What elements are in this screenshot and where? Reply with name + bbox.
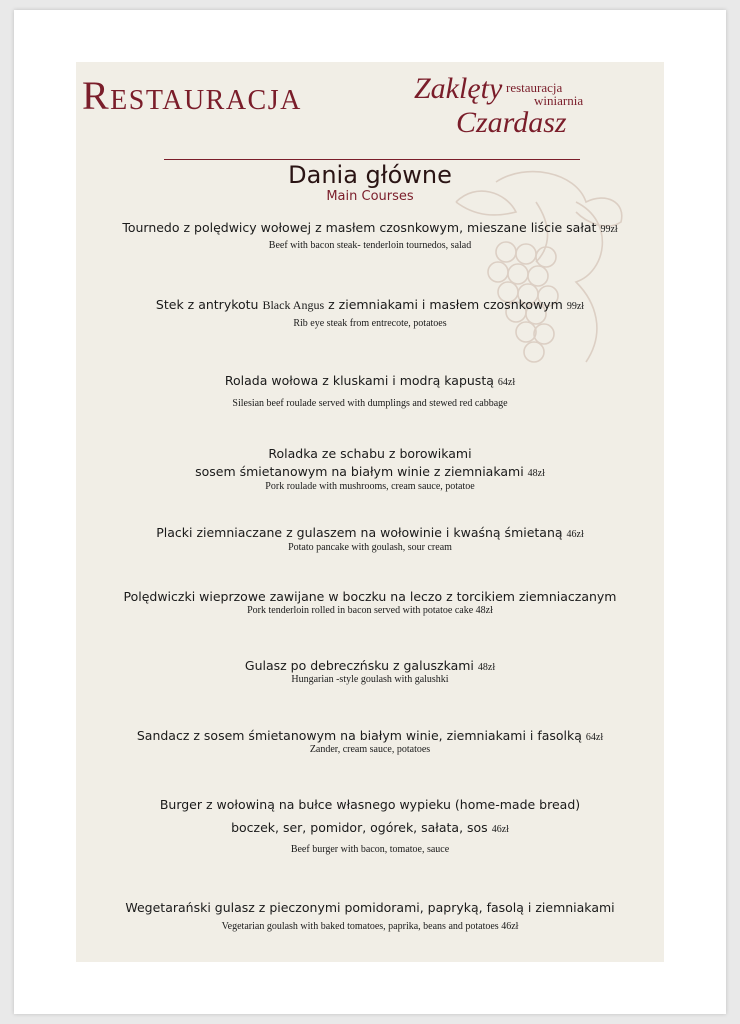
menu-item-translation: Vegetarian goulash with baked tomatoes, paprika, beans and potatoes 46zł	[221, 921, 519, 932]
menu-item-price: 99zł	[600, 224, 618, 235]
menu-item-name: Polędwiczki wieprzowe zawijane w boczku na leczo z torcikiem ziemniaczanym	[123, 589, 617, 604]
restaurant-label: Restauracja	[82, 73, 302, 118]
menu-item-name: Placki ziemniaczane z gulaszem na wołowinie i kwaśną śmietaną 46zł	[156, 525, 584, 540]
menu-item-price: 46zł	[566, 529, 584, 540]
section-title: Dania główne	[288, 161, 452, 189]
logo-subtitle-restauracja: restauracja	[506, 80, 563, 95]
menu-item-translation: Hungarian -style goulash with galushki	[291, 674, 449, 685]
section-subtitle: Main Courses	[326, 189, 414, 204]
menu-item-name-line2: boczek, ser, pomidor, ogórek, sałata, sos 46zł	[231, 820, 509, 835]
menu-card	[76, 62, 664, 962]
menu-item-name-line2: sosem śmietanowym na białym winie z ziemniakami 48zł	[195, 464, 545, 479]
menu-item-price: 46zł	[491, 824, 509, 835]
menu-item-translation: Pork tenderloin rolled in bacon served with potatoe cake 48zł	[247, 605, 493, 616]
logo-text-czardasz: Czardasz	[456, 106, 567, 139]
menu-item-price: 64zł	[585, 732, 604, 743]
menu-item-translation: Silesian beef roulade served with dumplings and stewed red cabbage	[232, 398, 508, 409]
menu-item-name: Roladka ze schabu z borowikami	[268, 446, 472, 461]
menu-item-translation: Beef with bacon steak- tenderloin tournedos, salad	[268, 240, 472, 251]
menu-item-price: 64zł	[497, 377, 516, 388]
logo-subtitle-winiarnia: winiarnia	[534, 93, 584, 108]
menu-item-translation: Zander, cream sauce, potatoes	[309, 744, 431, 755]
menu-item-name: Wegetarański gulasz z pieczonymi pomidorami, papryką, fasolą i ziemniakami	[125, 900, 615, 915]
logo-text-zaklety: Zaklęty	[414, 72, 503, 105]
header-divider	[164, 159, 580, 160]
menu-item-name: Stek z antrykotu Black Angus z ziemniakami i masłem czosnkowym 99zł	[155, 297, 585, 312]
menu-item-price: 48zł	[477, 662, 496, 673]
menu-item-translation: Pork roulade with mushrooms, cream sauce, potatoe	[265, 481, 475, 492]
menu-item-price: 48zł	[527, 468, 545, 479]
menu-item-name: Gulasz po debreczńsku z galuszkami 48zł	[244, 658, 496, 673]
menu-item-name: Tournedo z polędwicy wołowej z masłem czosnkowym, mieszane liście sałat 99zł	[122, 220, 618, 235]
menu-item-price: 99zł	[566, 301, 585, 312]
menu-item-translation: Beef burger with bacon, tomatoe, sauce	[290, 844, 450, 855]
menu-item-name: Sandacz z sosem śmietanowym na białym winie, ziemniakami i fasolką 64zł	[136, 728, 604, 743]
menu-item-translation: Rib eye steak from entrecote, potatoes	[293, 318, 447, 329]
menu-item-name: Burger z wołowiną na bułce własnego wypieku (home-made bread)	[159, 797, 581, 812]
menu-item-translation: Potato pancake with goulash, sour cream	[288, 542, 452, 553]
menu-item-name: Rolada wołowa z kluskami i modrą kapustą 64zł	[224, 373, 516, 388]
